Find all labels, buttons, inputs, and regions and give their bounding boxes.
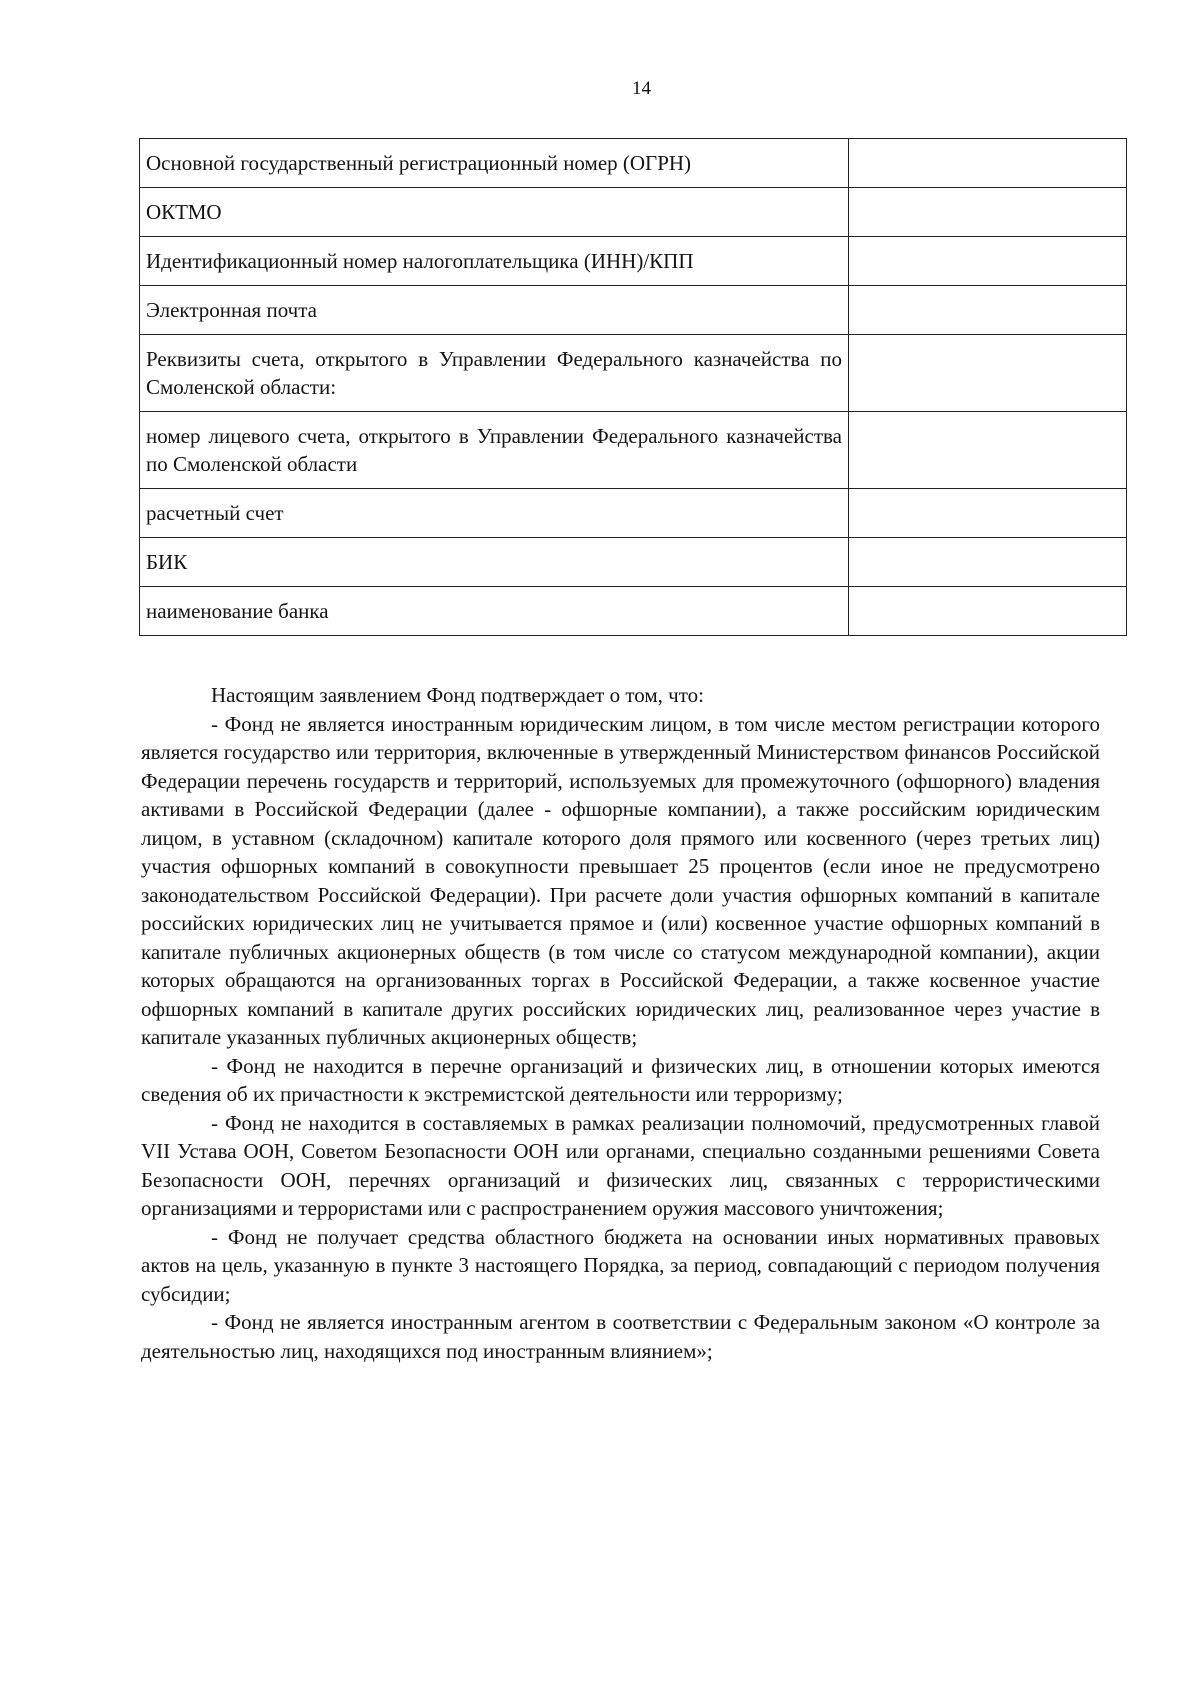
- row-label-ogrn: Основной государственный регистрационный номер (ОГРН): [140, 139, 849, 188]
- row-label-settlement-account: расчетный счет: [140, 489, 849, 538]
- row-value-account-requisites: [849, 335, 1127, 412]
- row-value-settlement-account: [849, 489, 1127, 538]
- row-value-email: [849, 286, 1127, 335]
- page-number: 14: [632, 78, 651, 99]
- table-row: [140, 489, 1127, 538]
- statement-item-offshore: - Фонд не является иностранным юридическим лицом, в том числе местом регистрации которого является государство или территория, включенные в утвержденный Министерством финансов Российской Федерации перечень государств и территорий, используемых для промежуточного (офшорного) владения активами в Российской Федерации (далее - офшорные компании), а также российским юридическим лицом, в уставном (складочном) капитале которого доля прямого или косвенного (через третьих лиц) участия офшорных компаний в совокупности превышает 25 процентов (если иное не предусмотрено законодательством Российской Федерации). При расчете доли участия офшорных компаний в капитале российских юридических лиц не учитывается прямое и (или) косвенное участие офшорных компаний в капитале публичных акционерных обществ (в том числе со статусом международной компании), акции которых обращаются на организованных торгах в Российской Федерации, а также косвенное участие офшорных компаний в капитале других российских юридических лиц, реализованное через участие в капитале указанных публичных акционерных обществ;: [141, 711, 1100, 1049]
- row-value-inn-kpp: [849, 237, 1127, 286]
- requisites-table: [139, 138, 1127, 636]
- row-value-personal-account: [849, 412, 1127, 489]
- row-label-account-requisites: Реквизиты счета, открытого в Управлении Федерального казначейства по Смоленской области:: [140, 335, 849, 412]
- row-label-inn-kpp: Идентификационный номер налогоплательщика (ИНН)/КПП: [140, 237, 849, 286]
- table-row: [140, 587, 1127, 636]
- table-row: [140, 139, 1127, 188]
- table-row: [140, 335, 1127, 412]
- row-label-bank-name: наименование банка: [140, 587, 849, 636]
- row-value-bank-name: [849, 587, 1127, 636]
- row-label-email: Электронная почта: [140, 286, 849, 335]
- row-label-personal-account: номер лицевого счета, открытого в Управлении Федерального казначейства по Смоленской области: [140, 412, 849, 489]
- table-row: [140, 412, 1127, 489]
- statement-item-budget: - Фонд не получает средства областного бюджета на основании иных нормативных правовых актов на цель, указанную в пункте 3 настоящего Порядка, за период, совпадающий с периодом получения субсидии;: [141, 1224, 1100, 1306]
- row-value-bik: [849, 538, 1127, 587]
- table-row: [140, 286, 1127, 335]
- row-label-bik: БИК: [140, 538, 849, 587]
- statement-item-extremism: - Фонд не находится в перечне организаций и физических лиц, в отношении которых имеются сведения об их причастности к экстремистской деятельности или терроризму;: [141, 1053, 1100, 1106]
- table-row: [140, 538, 1127, 587]
- table-row: [140, 237, 1127, 286]
- row-label-oktmo: ОКТМО: [140, 188, 849, 237]
- table-row: [140, 188, 1127, 237]
- statement-text: [141, 681, 1100, 1365]
- statement-item-foreign-agent: - Фонд не является иностранным агентом в соответствии с Федеральным законом «О контроле за деятельностью лиц, находящихся под иностранным влиянием»;: [141, 1310, 1100, 1363]
- statement-item-un-lists: - Фонд не находится в составляемых в рамках реализации полномочий, предусмотренных главой VII Устава ООН, Советом Безопасности ООН или органами, специально созданными решениями Совета Безопасности ООН, перечнях организаций и физических лиц, связанных с террористическими организациями и террористами или с распространением оружия массового уничтожения;: [141, 1110, 1100, 1220]
- row-value-ogrn: [849, 139, 1127, 188]
- statement-intro: Настоящим заявлением Фонд подтверждает о том, что:: [211, 683, 704, 707]
- row-value-oktmo: [849, 188, 1127, 237]
